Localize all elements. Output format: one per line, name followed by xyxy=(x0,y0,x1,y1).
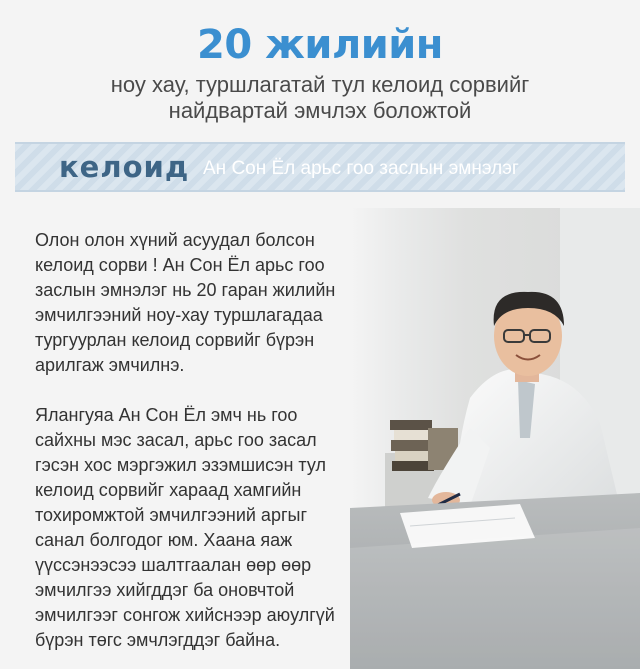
paragraph-2 xyxy=(35,403,385,653)
section-banner xyxy=(15,142,625,192)
body-text xyxy=(35,228,385,653)
para2-line: бүрэн төгс эмчлэгддэг байна. xyxy=(35,630,281,650)
subtitle-line-1: ноу хау, туршлагатай тул келоид сорвийг xyxy=(110,72,530,97)
doctor-photo xyxy=(350,208,640,669)
paragraph-1 xyxy=(35,228,385,378)
para1-line: заслын эмнэлэг нь 20 гаран жилийн xyxy=(35,280,336,300)
doctor-illustration xyxy=(350,208,640,669)
banner-word: келоид xyxy=(59,150,190,184)
para2-line: эмчилгээ хийгддэг ба оновчтой xyxy=(35,580,295,600)
subtitle-line-2: найдвартай эмчлэх боложтой xyxy=(168,98,472,123)
para2-line: үүссэнээсээ шалтгаалан өөр өөр xyxy=(35,555,312,575)
banner-tagline: Ан Сон Ёл арьс гоо заслын эмнэлэг xyxy=(203,158,519,179)
para2-line: сайхны мэс засал, арьс гоо засал xyxy=(35,430,317,450)
para2-line: тохиромжтой эмчилгээний аргыг xyxy=(35,505,308,525)
para1-line: эмчилгээний ноу-хау туршлагадаа xyxy=(35,305,323,325)
para1-line: тургуурлан келоид сорвийг бүрэн xyxy=(35,330,315,350)
para2-line: келоид сорвийг хараад хамгийн xyxy=(35,480,302,500)
para1-line: келоид сорви ! Ан Сон Ёл арьс гоо xyxy=(35,255,325,275)
para2-line: эмчилгээг сонгож хийснээр аюулгүй xyxy=(35,605,335,625)
para2-line: санал болгодог юм. Хаана яаж xyxy=(35,530,293,550)
para1-line: Олон олон хүний асуудал болсон xyxy=(35,230,315,250)
headline: 20 жилийн xyxy=(197,22,443,68)
para2-line: гэсэн хос мэргэжил эзэмшисэн тул xyxy=(35,455,326,475)
para1-line: арилгаж эмчилнэ. xyxy=(35,355,185,375)
para2-line: Ялангуяа Ан Сон Ёл эмч нь гоо xyxy=(35,405,298,425)
